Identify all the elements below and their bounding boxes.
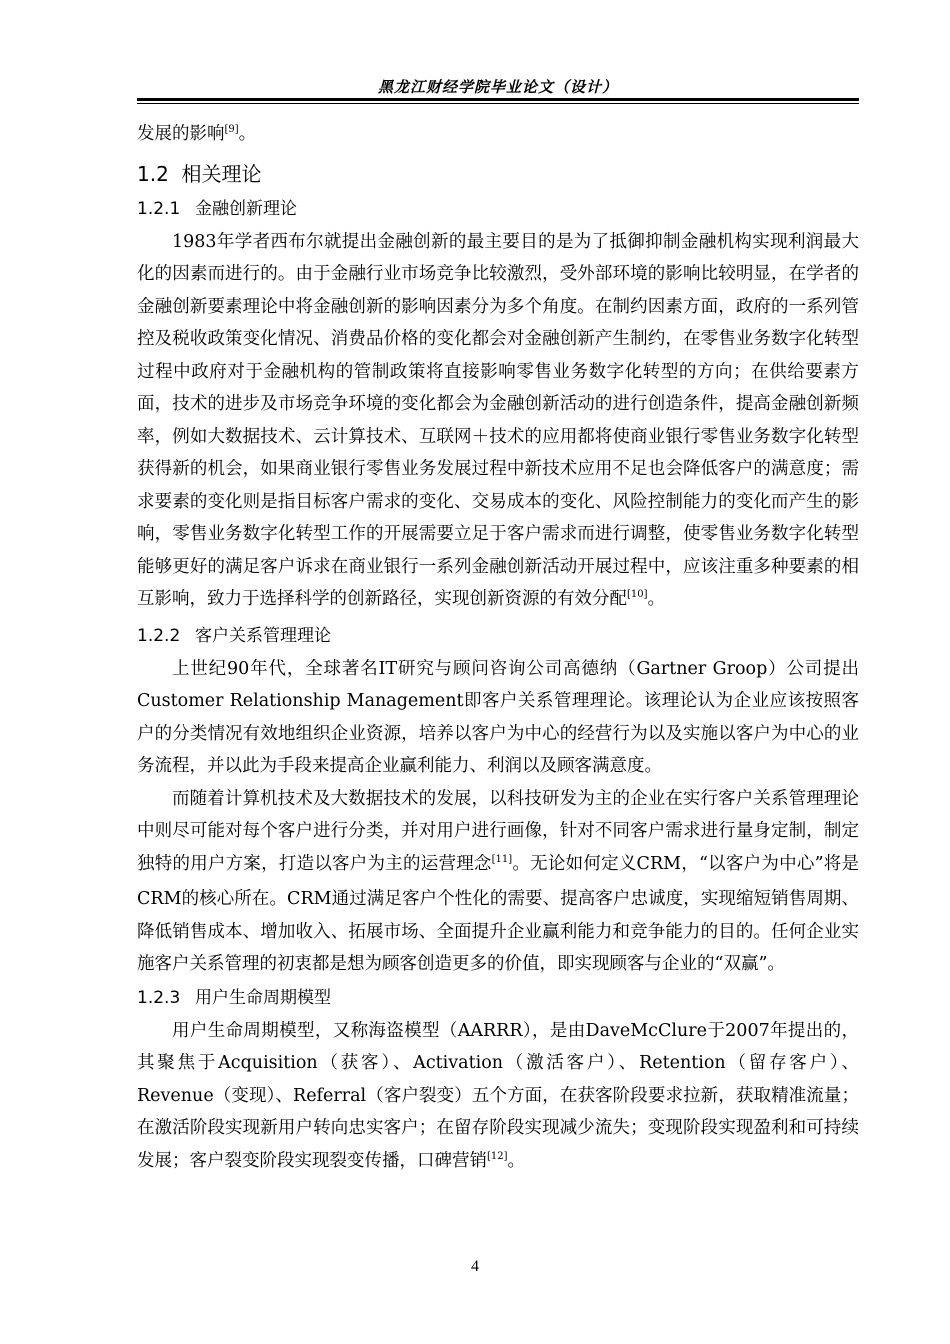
citation: [11]	[491, 853, 513, 865]
citation: [9]	[224, 124, 239, 135]
running-header: 黑龙江财经学院毕业论文（设计）	[377, 78, 618, 96]
body-text	[137, 118, 859, 1180]
page-number: 4	[471, 1258, 479, 1275]
subsection-heading-1-2-1: 1.2.1 金融创新理论	[137, 198, 297, 219]
paragraph-continued: 发展的影响[9]。	[137, 124, 257, 144]
citation: [10]	[627, 589, 648, 600]
paragraph-crm-development: 而随着计算机技术及大数据技术的发展，以科技研发为主的企业在实行客户关系管理理论中则尽可能对每个客户进行分类，并对用户进行画像，针对不同客户需求进行量身定制，制定独特的用户方案，打造以客户为主的运营理念[11]。无论如何定义CRM，“以客户为中心”将是CRM的核心所在。CRM通过满足客户个性化的需要、提高客户忠诚度，实现缩短销售周期、降低销售成本、增加收入、拓展市场、全面提升企业赢利能力和竞争能力的目的。任何企业实施客户关系管理的初衷都是想为顾客创造更多的价值，即实现顾客与企业的“双赢”。	[137, 788, 859, 974]
header-rule-thin	[137, 103, 859, 104]
paragraph-crm-intro: 上世纪90年代，全球著名IT研究与顾问咨询公司高德纳（Gartner Groop）公司提出Customer Relationship Management即客户关系管理理论。该理论认为企业应该按照客户的分类情况有效地组织企业资源，培养以客户为中心的经营行为以及实施以客户为中心的业务流程，并以此为手段来提高企业赢利能力、利润以及顾客满意度。	[137, 658, 859, 776]
subsection-heading-1-2-2: 1.2.2 客户关系管理理论	[137, 625, 331, 646]
citation: [12]	[487, 1150, 508, 1162]
paragraph-financial-innovation: 1983年学者西布尔就提出金融创新的最主要目的是为了抵御抑制金融机构实现利润最大化的因素而进行的。由于金融行业市场竞争比较激烈，受外部环境的影响比较明显，在学者的金融创新要素理论中将金融创新的影响因素分为多个角度。在制约因素方面，政府的一系列管控及税收政策变化情况、消费品价格的变化都会对金融创新产生制约，在零售业务数字化转型过程中政府对于金融机构的管制政策将直接影响零售业务数字化转型的方向；在供给要素方面，技术的进步及市场竞争环境的变化都会为金融创新活动的进行创造条件，提高金融创新频率，例如大数据技术、云计算技术、互联网＋技术的应用都将使商业银行零售业务数字化转型获得新的机会，如果商业银行零售业务发展过程中新技术应用不足也会降低客户的满意度；需求要素的变化则是指目标客户需求的变化、交易成本的变化、风险控制能力的变化而产生的影响，零售业务数字化转型工作的开展需要立足于客户需求而进行调整，使零售业务数字化转型能够更好的满足客户诉求在商业银行一系列金融创新活动开展过程中，应该注重多种要素的相互影响，致力于选择科学的创新路径，实现创新资源的有效分配[10]。	[137, 231, 859, 609]
header-rule-thick	[137, 98, 859, 101]
paragraph-lifecycle-model: 用户生命周期模型，又称海盗模型（AARRR），是由DaveMcClure于2007年提出的，其聚焦于Acquisition（获客）、Activation（激活客户）、Retention（留存客户）、Revenue（变现）、Referral（客户裂变）五个方面，在获客阶段要求拉新，获取精准流量；在激活阶段实现新用户转向忠实客户；在留存阶段实现减少流失；变现阶段实现盈利和可持续发展；客户裂变阶段实现裂变传播，口碑营销[12]。	[137, 1020, 859, 1171]
subsection-heading-1-2-3: 1.2.3 用户生命周期模型	[137, 987, 331, 1008]
section-heading-1-2: 1.2 相关理论	[137, 161, 262, 186]
